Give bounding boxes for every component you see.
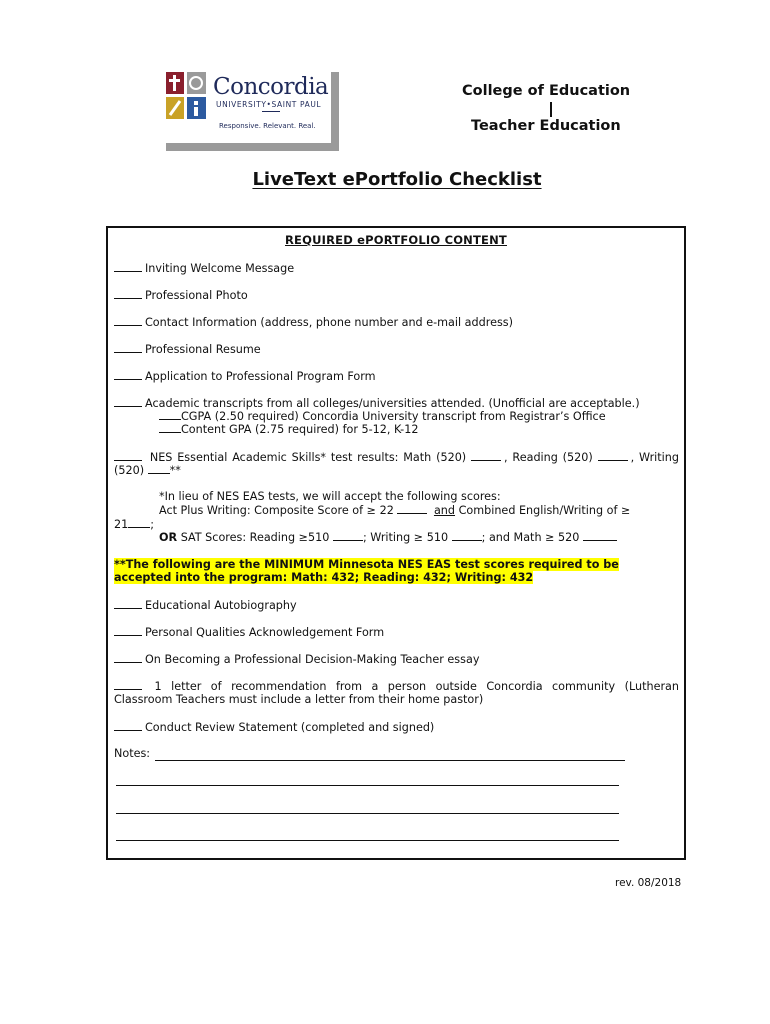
writing-score-blank[interactable] — [148, 463, 170, 474]
header-divider — [550, 102, 552, 117]
concordia-logo — [166, 72, 339, 151]
logo-subtitle: UNIVERSITY•SAINT PAUL — [216, 100, 322, 109]
checkbox-blank[interactable] — [114, 450, 142, 461]
page-title: LiveText ePortfolio Checklist — [252, 169, 542, 190]
checkbox-blank[interactable] — [114, 369, 142, 380]
math-score-blank[interactable] — [471, 450, 501, 461]
checkbox-blank[interactable] — [114, 625, 142, 636]
checkbox-blank[interactable] — [114, 720, 142, 731]
checklist-item-letter-line1: 1 letter of recommendation from a person outside Concordia community (Lutheran — [114, 679, 679, 694]
checklist-subitem-cgpa: CGPA (2.50 required) Concordia University transcript from Registrar’s Office — [159, 409, 606, 424]
teacher-education-heading: Teacher Education — [471, 118, 621, 134]
checklist-item-resume: Professional Resume — [114, 342, 261, 357]
sat-reading-blank[interactable] — [333, 530, 363, 541]
checklist-item-nes-line2: (520) ** — [114, 464, 181, 477]
checklist-item-photo: Professional Photo — [114, 288, 248, 303]
act-scores-line-cont: 21 ; — [114, 518, 155, 531]
notes-label: Notes: — [114, 747, 151, 760]
checkbox-blank[interactable] — [114, 261, 142, 272]
sat-writing-blank[interactable] — [452, 530, 482, 541]
sat-math-blank[interactable] — [583, 530, 617, 541]
checklist-subitem-content-gpa: Content GPA (2.75 required) for 5-12, K-12 — [159, 422, 418, 437]
checklist-item-transcripts: Academic transcripts from all colleges/universities attended. (Unofficial are acceptable.) — [114, 396, 640, 411]
checkbox-blank[interactable] — [114, 342, 142, 353]
checklist-box — [106, 226, 686, 860]
checklist-item-qualities: Personal Qualities Acknowledgement Form — [114, 625, 384, 640]
notes-line-1[interactable] — [155, 760, 625, 761]
checkbox-blank[interactable] — [159, 422, 181, 433]
checklist-item-application: Application to Professional Program Form — [114, 369, 376, 384]
act-english-blank[interactable] — [128, 517, 150, 528]
checklist-item-essay: On Becoming a Professional Decision-Making Teacher essay — [114, 652, 479, 667]
notes-line-3[interactable] — [116, 813, 619, 814]
act-scores-line: Act Plus Writing: Composite Score of ≥ 22 and Combined English/Writing of ≥ — [159, 504, 631, 517]
minimum-scores-note-line1: **The following are the MINIMUM Minnesota NES EAS test scores required to be — [114, 558, 619, 571]
logo-wordmark: Concordia — [213, 74, 329, 100]
checklist-item-letter-line2: Classroom Teachers must include a letter from their home pastor) — [114, 693, 484, 706]
checklist-item-welcome: Inviting Welcome Message — [114, 261, 294, 276]
checkbox-blank[interactable] — [114, 396, 142, 407]
checkbox-blank[interactable] — [159, 409, 181, 420]
college-of-education-heading: College of Education — [462, 83, 631, 99]
revision-date: rev. 08/2018 — [615, 877, 682, 889]
checklist-item-conduct: Conduct Review Statement (completed and signed) — [114, 720, 434, 735]
checklist-item-nes-line1: NES Essential Academic Skills* test results: Math (520) , Reading (520) , Writing — [114, 450, 679, 465]
logo-tagline: Responsive. Relevant. Real. — [219, 122, 316, 130]
checkbox-blank[interactable] — [114, 315, 142, 326]
notes-line-2[interactable] — [116, 785, 619, 786]
checklist-item-autobiography: Educational Autobiography — [114, 598, 297, 613]
logo-frame-right — [331, 72, 339, 151]
checkbox-blank[interactable] — [114, 288, 142, 299]
checkbox-blank[interactable] — [114, 598, 142, 609]
lieu-note: *In lieu of NES EAS tests, we will accept the following scores: — [159, 490, 501, 503]
act-composite-blank[interactable] — [397, 503, 427, 514]
sat-scores-line: OR SAT Scores: Reading ≥510 ; Writing ≥ 510 ; and Math ≥ 520 — [159, 530, 620, 545]
checklist-heading: REQUIRED ePORTFOLIO CONTENT — [285, 233, 507, 247]
minimum-scores-note-line2: accepted into the program: Math: 432; Reading: 432; Writing: 432 — [114, 571, 534, 584]
checklist-item-contact: Contact Information (address, phone number and e-mail address) — [114, 315, 513, 330]
concordia-cross-mark-icon — [166, 72, 206, 119]
logo-frame-bottom — [166, 143, 339, 151]
checkbox-blank[interactable] — [114, 652, 142, 663]
logo-rule — [262, 111, 280, 112]
checkbox-blank[interactable] — [114, 679, 142, 690]
notes-line-4[interactable] — [116, 840, 619, 841]
reading-score-blank[interactable] — [598, 450, 628, 461]
